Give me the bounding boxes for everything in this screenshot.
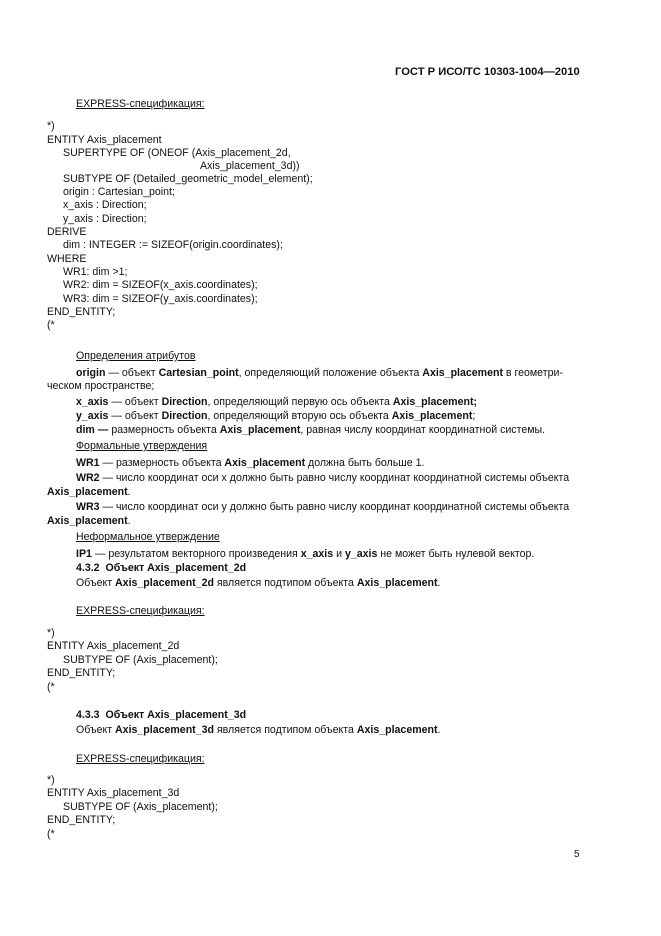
section-text-433 <box>76 724 440 737</box>
term-ref: Axis_placement <box>391 410 473 422</box>
express-heading-2: EXPRESS-спецификация: <box>76 605 205 617</box>
term-ref: Cartesian_point <box>158 367 239 379</box>
text-span: — объект <box>105 367 159 379</box>
code-line: (* <box>47 319 55 331</box>
term-ref: Axis_placement_2d <box>115 577 214 589</box>
text-span: не может быть нулевой вектор. <box>377 548 535 560</box>
text-span: . <box>437 577 441 589</box>
term-ref: Axis_placement <box>47 486 128 498</box>
text-span: — объект <box>108 410 162 422</box>
code-line: *) <box>47 120 55 132</box>
code-line: ENTITY Axis_placement <box>47 134 162 146</box>
code-line: SUPERTYPE OF (ONEOF (Axis_placement_2d, <box>63 147 291 159</box>
text-span: ; <box>472 410 476 422</box>
term-ref: Direction <box>161 410 208 422</box>
term-ref: Axis_placement; <box>392 396 478 408</box>
code-line: WR1: dim >1; <box>63 266 128 278</box>
term-wr3: WR3 <box>76 501 100 513</box>
code-line: *) <box>47 774 55 786</box>
attr-x-axis <box>76 396 477 409</box>
code-line: y_axis : Direction; <box>63 213 147 225</box>
text-span: , определяющий первую ось объекта <box>207 396 393 408</box>
attr-origin <box>76 367 563 380</box>
attr-origin-cont: ческом пространстве; <box>47 380 155 392</box>
term-ref: Axis_placement <box>356 724 438 736</box>
code-line: (* <box>47 681 55 693</box>
text-span: — число координат оси x должно быть равно числу координат координатной системы объекта <box>99 472 570 484</box>
text-span: , определяющий положение объекта <box>238 367 423 379</box>
code-line: SUBTYPE OF (Detailed_geometric_model_element); <box>63 173 313 185</box>
express-heading-3: EXPRESS-спецификация: <box>76 753 205 765</box>
term-ref: Axis_placement <box>224 457 306 469</box>
document-header: ГОСТ Р ИСО/ТС 10303-1004—2010 <box>395 66 580 78</box>
code-line: origin : Cartesian_point; <box>63 186 175 198</box>
text-span: должна быть больше 1. <box>305 457 425 469</box>
text-span: , определяющий вторую ось объекта <box>207 410 392 422</box>
code-line: SUBTYPE OF (Axis_placement); <box>63 654 218 666</box>
text-span: . <box>437 724 441 736</box>
term-y-axis: y_axis <box>76 410 109 422</box>
text-span: — число координат оси y должно быть равно числу координат координатной системы объекта <box>99 501 570 513</box>
text-span: Объект <box>76 577 116 589</box>
term-ref: x_axis <box>300 548 334 560</box>
term-wr1: WR1 <box>76 457 100 469</box>
text-span: , равная числу координат координатной системы. <box>300 424 546 436</box>
code-line: WR3: dim = SIZEOF(y_axis.coordinates); <box>63 293 258 305</box>
code-line: END_ENTITY; <box>47 667 116 679</box>
code-line: WR2: dim = SIZEOF(x_axis.coordinates); <box>63 279 258 291</box>
code-line: END_ENTITY; <box>47 306 116 318</box>
text-span: — размерность объекта <box>99 457 225 469</box>
formal-heading: Формальные утверждения <box>76 440 208 452</box>
attributes-heading: Определения атрибутов <box>76 350 196 362</box>
informal-heading: Неформальное утверждение <box>76 531 220 543</box>
term-ref: Axis_placement <box>219 424 301 436</box>
text-span: является подтипом объекта <box>213 724 357 736</box>
express-heading-1: EXPRESS-спецификация: <box>76 98 205 110</box>
section-text-432 <box>76 577 440 590</box>
code-line: (* <box>47 828 55 840</box>
rule-ip1 <box>76 548 534 561</box>
term-ip1: IP1 <box>76 548 92 560</box>
text-span: — результатом векторного произведения <box>91 548 301 560</box>
text-span: Объект <box>76 724 116 736</box>
text-span: размерность объекта <box>108 424 220 436</box>
code-line: Axis_placement_3d)) <box>200 160 300 172</box>
attr-y-axis <box>76 410 475 423</box>
code-line: dim : INTEGER := SIZEOF(origin.coordinates); <box>63 239 283 251</box>
text-span: . <box>127 515 131 527</box>
rule-wr2-cont <box>47 486 131 499</box>
code-line: SUBTYPE OF (Axis_placement); <box>63 801 218 813</box>
term-origin: origin <box>76 367 106 379</box>
text-span: является подтипом объекта <box>213 577 357 589</box>
code-line: DERIVE <box>47 226 87 238</box>
code-line: WHERE <box>47 253 87 265</box>
term-ref: Axis_placement <box>422 367 503 379</box>
page-number: 5 <box>574 849 580 860</box>
term-wr2: WR2 <box>76 472 100 484</box>
code-line: ENTITY Axis_placement_2d <box>47 640 180 652</box>
rule-wr1 <box>76 457 424 470</box>
section-heading-432: 4.3.2 Объект Axis_placement_2d <box>76 562 247 574</box>
code-line: *) <box>47 627 55 639</box>
text-span: . <box>127 486 131 498</box>
term-x-axis: x_axis <box>76 396 109 408</box>
text-span: — объект <box>108 396 162 408</box>
text-span: в геометри- <box>502 367 563 379</box>
section-heading-433: 4.3.3 Объект Axis_placement_3d <box>76 709 247 721</box>
code-line: END_ENTITY; <box>47 814 116 826</box>
term-ref: Axis_placement_3d <box>115 724 214 736</box>
term-ref: Axis_placement <box>356 577 438 589</box>
term-ref: Axis_placement <box>47 515 128 527</box>
rule-wr3-cont <box>47 515 131 528</box>
rule-wr3 <box>76 501 569 514</box>
code-line: x_axis : Direction; <box>63 199 147 211</box>
code-line: ENTITY Axis_placement_3d <box>47 787 180 799</box>
term-dim: dim — <box>76 424 109 436</box>
term-ref: Direction <box>161 396 208 408</box>
rule-wr2 <box>76 472 569 485</box>
text-span: и <box>333 548 345 560</box>
attr-dim <box>76 424 545 437</box>
term-ref: y_axis <box>344 548 378 560</box>
